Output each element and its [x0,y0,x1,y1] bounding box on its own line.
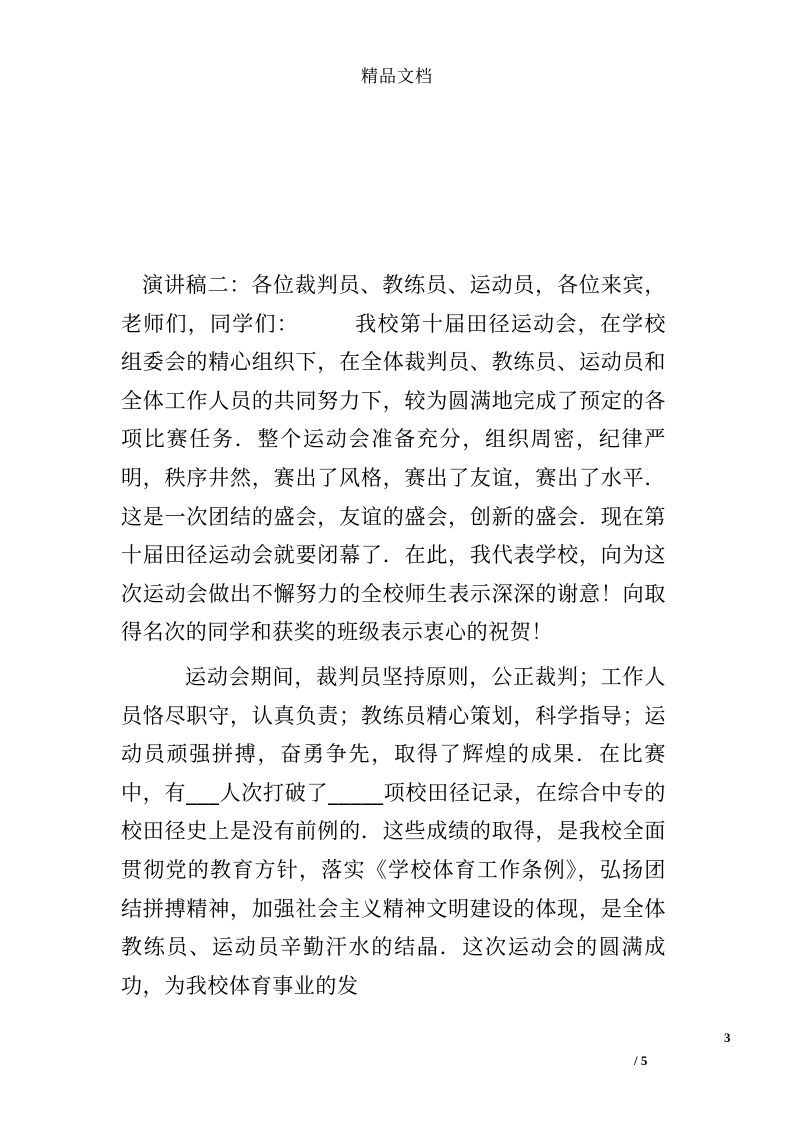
page-number: 3 [724,1030,731,1045]
document-header: 精品文档 [361,67,433,87]
paragraph-speech-intro: 演讲稿二：各位裁判员、教练员、运动员，各位来宾，老师们，同学们： 我校第十届田径运动会，在学校组委会的精心组织下，在全体裁判员、教练员、运动员和全体工作人员的共同努力下，较为圆满地完成了预定的各项比赛任务．整个运动会准备充分，组织周密，纪律严明，秩序井然，赛出了风格，赛出了友谊，赛出了水平．这是一次团结的盛会，友谊的盛会，创新的盛会．现在第十届田径运动会就要闭幕了．在此，我代表学校，向为这次运动会做出不懈努力的全校师生表示深深的谢意！向取得名次的同学和获奖的班级表示衷心的祝贺！ [121,273,666,645]
paragraph-sports-meet-review: 运动会期间，裁判员坚持原则，公正裁判；工作人员恪尽职守，认真负责；教练员精心策划，科学指导；运动员顽强拼搏，奋勇争先，取得了辉煌的成果．在比赛中，有___人次打破了_____项校田径记录，在综合中专的校田径史上是没有前例的．这些成绩的取得，是我校全面贯彻党的教育方针，落实《学校体育工作条例》，弘扬团结拼搏精神，加强社会主义精神文明建设的体现，是全体教练员、运动员辛勤汗水的结晶．这次运动会的圆满成功，为我校体育事业的发 [121,664,666,998]
page-total: / 5 [634,1053,648,1068]
document-body [121,266,666,1005]
